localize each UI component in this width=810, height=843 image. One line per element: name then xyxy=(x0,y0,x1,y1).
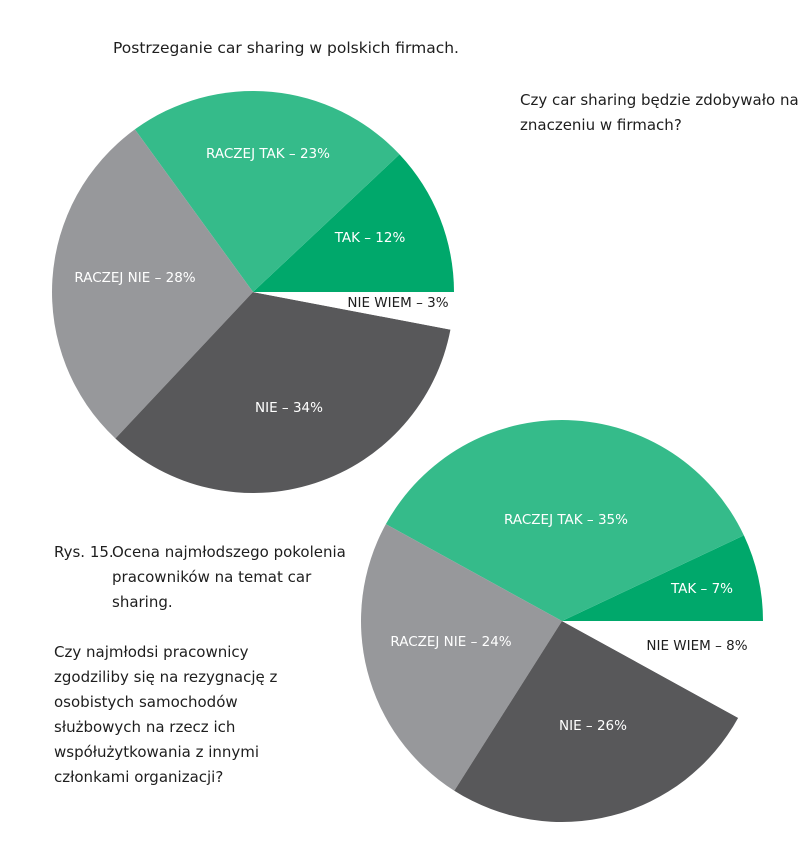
chart-title: Postrzeganie car sharing w polskich firmach. xyxy=(113,39,459,57)
pie-2-question: Czy najmłodsi pracownicy zgodziliby się na rezygnację z osobistych samochodów służbowych na rzecz ich współużytkowania z innymi członkami organizacji? xyxy=(54,643,278,786)
pie2-label-nie-wiem: NIE WIEM – 8% xyxy=(646,638,748,654)
figure-number: Rys. 15. xyxy=(54,543,114,561)
pie1-label-nie-wiem: NIE WIEM – 3% xyxy=(347,295,449,311)
pie1-label-raczej-nie: RACZEJ NIE – 28% xyxy=(74,270,196,286)
pie-chart-2 xyxy=(361,420,763,822)
pie2-label-tak: TAK – 7% xyxy=(670,581,734,597)
pie2-label-nie: NIE – 26% xyxy=(559,718,627,734)
figure-caption-text: Ocena najmłodszego pokolenia pracowników na temat car sharing. xyxy=(112,543,346,611)
pie-chart-1 xyxy=(52,91,454,493)
pie2-label-raczej-tak: RACZEJ TAK – 35% xyxy=(504,512,628,528)
pie1-label-tak: TAK – 12% xyxy=(334,230,406,246)
pie-1-question: Czy car sharing będzie zdobywało na znaczeniu w firmach? xyxy=(520,91,799,134)
pie1-label-nie: NIE – 34% xyxy=(255,400,323,416)
pie1-label-raczej-tak: RACZEJ TAK – 23% xyxy=(206,146,330,162)
pie2-label-raczej-nie: RACZEJ NIE – 24% xyxy=(390,634,512,650)
